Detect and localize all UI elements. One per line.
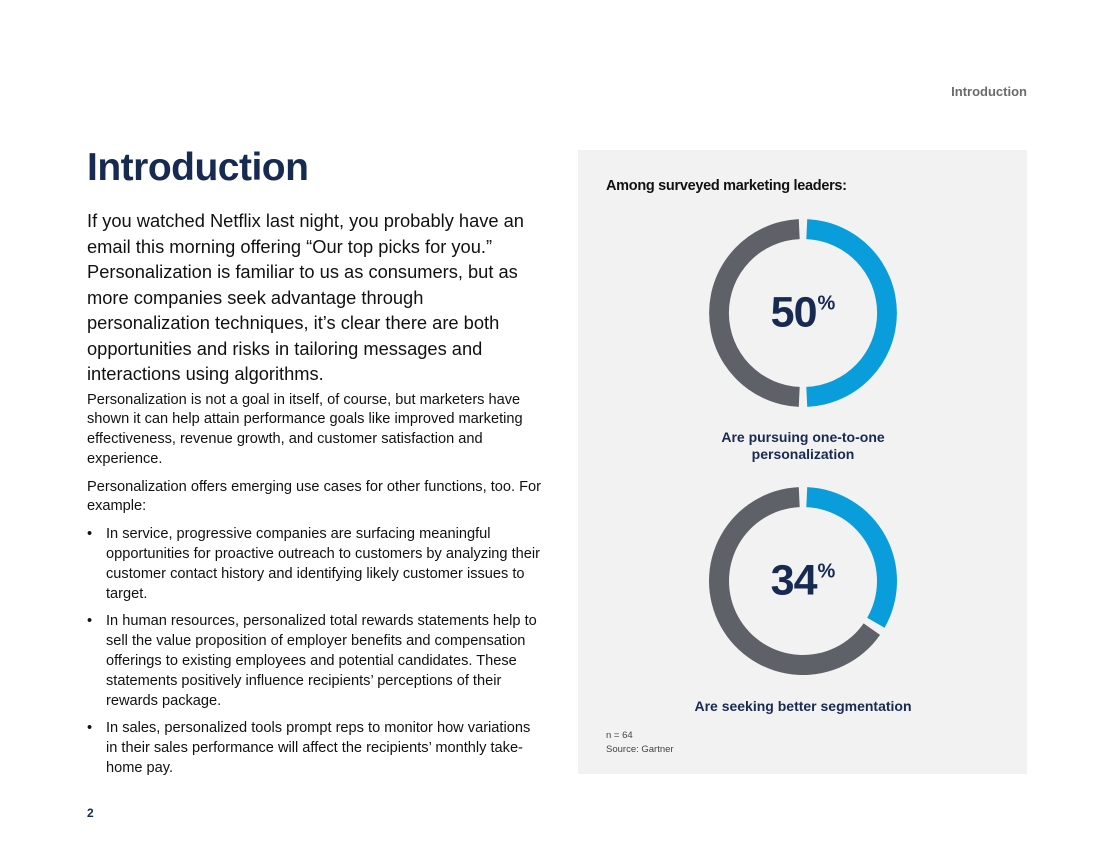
donut-chart-segmentation xyxy=(708,486,898,676)
page-title: Introduction xyxy=(87,146,309,189)
panel-heading: Among surveyed marketing leaders: xyxy=(606,178,847,194)
stat-number: 50 xyxy=(770,288,817,337)
lead-paragraph: If you watched Netflix last night, you probably have an email this morning offering “Our top picks for you.” Personalization is familiar to us as consumers, but as more companies seek advantage through personalization techniques, it’s clear there are both opportunities and risks in tailoring messages and interactions using algorithms. xyxy=(87,210,524,384)
donut-chart-personalization xyxy=(708,218,898,408)
running-head: Introduction xyxy=(951,84,1027,99)
main-content xyxy=(87,140,542,787)
use-case-list xyxy=(87,525,542,779)
stat-value xyxy=(708,557,898,606)
body-paragraph: Personalization is not a goal in itself, of course, but marketers have shown it can help attain performance goals like improved marketing effectiveness, revenue growth, and customer satisfaction and experience. xyxy=(87,391,523,467)
list-item: • In sales, personalized tools prompt reps to monitor how variations in their sales performance will affect the recipients’ monthly take-home pay. xyxy=(87,719,542,778)
stat-number: 34 xyxy=(770,556,817,605)
stat-value xyxy=(708,289,898,338)
stat-caption: Are seeking better segmentation xyxy=(694,698,912,714)
list-item: • In human resources, personalized total rewards statements help to sell the value proposition of employer benefits and compensation offerings to existing employees and potential candidates. These statements positively influence recipients’ perceptions of their rewards package. xyxy=(87,612,542,711)
body-paragraph: Personalization offers emerging use cases for other functions, too. For example: xyxy=(87,478,541,515)
page-number: 2 xyxy=(87,806,94,820)
source-note: Source: Gartner xyxy=(606,744,674,755)
stat-unit: % xyxy=(817,560,836,583)
sample-size-note: n = 64 xyxy=(606,730,633,741)
stat-unit: % xyxy=(817,292,836,315)
stat-caption: Are pursuing one-to-one personalization xyxy=(721,429,885,462)
stat-panel xyxy=(578,150,1027,774)
list-item: • In service, progressive companies are surfacing meaningful opportunities for proactive outreach to customers by analyzing their customer contact history and identifying likely customer issues to target. xyxy=(87,525,542,604)
